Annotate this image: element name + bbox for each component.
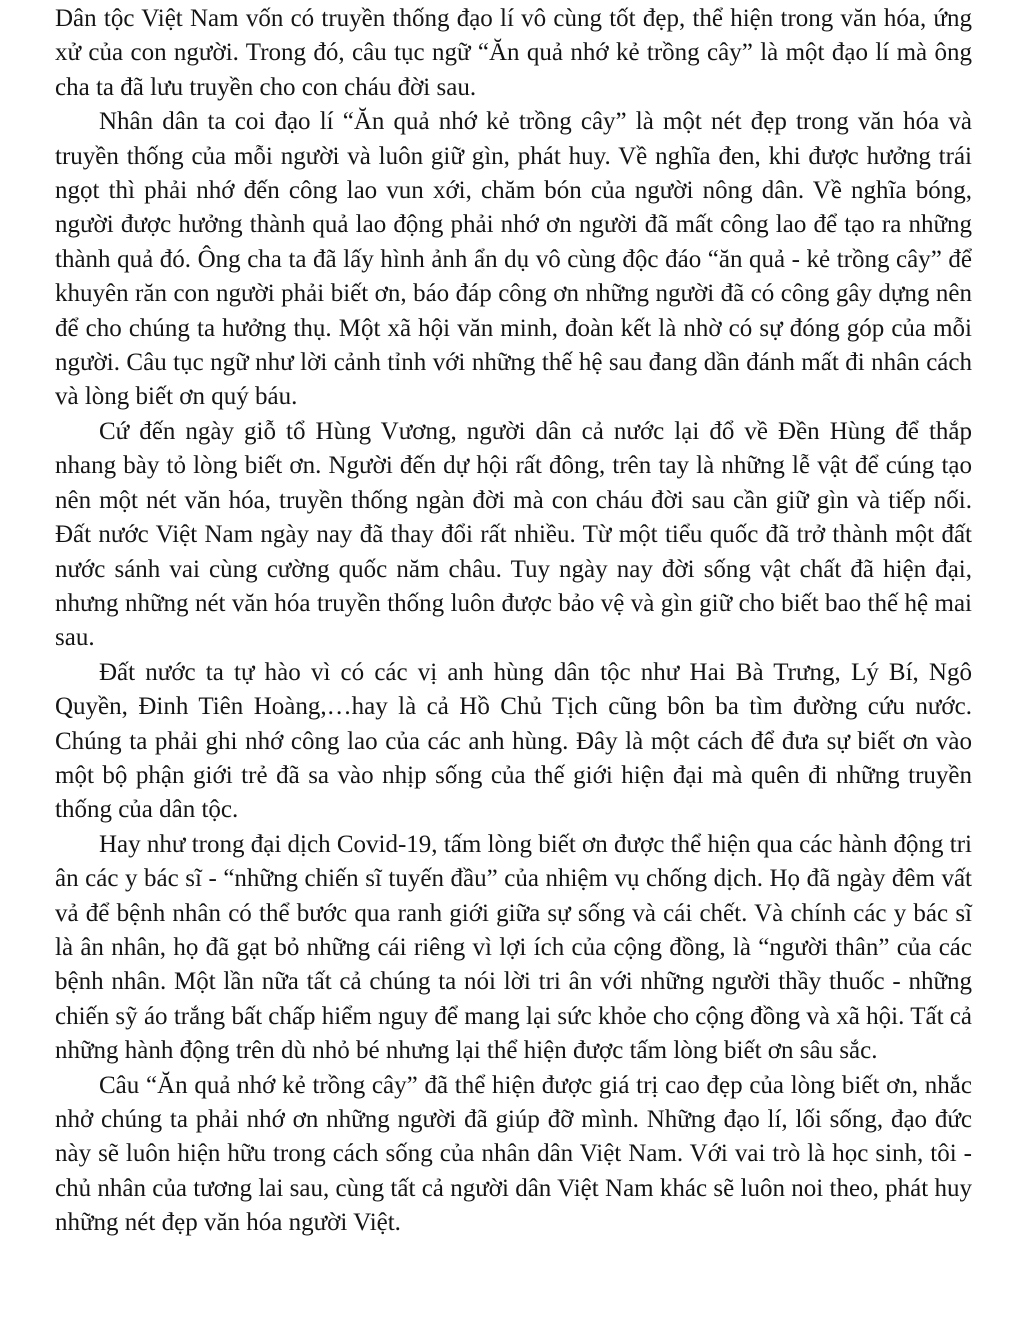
paragraph-covid: Hay như trong đại dịch Covid-19, tấm lòng biết ơn được thể hiện qua các hành động tri ân các y bác sĩ - “những chiến sĩ tuyến đầu” của nhiệm vụ chống dịch. Họ đã ngày đêm vất vả để bệnh nhân có thể bước qua ranh giới giữa sự sống và cái chết. Và chính các y bác sĩ là ân nhân, họ đã gạt bỏ những cái riêng vì lợi ích của cộng đồng, là “người thân” của các bệnh nhân. Một lần nữa tất cả chúng ta nói lời tri ân với những người thầy thuốc - những chiến sỹ áo trắng bất chấp hiểm nguy để mang lại sức khỏe cho cộng đồng và xã hội. Tất cả những hành động trên dù nhỏ bé nhưng lại thể hiện được tấm lòng biết ơn sâu sắc. xyxy=(55,830,972,1065)
paragraph-national-heroes: Đất nước ta tự hào vì có các vị anh hùng dân tộc như Hai Bà Trưng, Lý Bí, Ngô Quyền, Đinh Tiên Hoàng,…hay là cả Hồ Chủ Tịch cũng bôn ba tìm đường cứu nước. Chúng ta phải ghi nhớ công lao của các anh hùng. Đây là một cách để đưa sự biết ơn vào một bộ phận giới trẻ đã sa vào nhịp sống của thế giới hiện đại mà quên đi những truyền thống của dân tộc. xyxy=(55,658,972,824)
paragraph-intro: Dân tộc Việt Nam vốn có truyền thống đạo lí vô cùng tốt đẹp, thể hiện trong văn hóa, ứng xử của con người. Trong đó, câu tục ngữ “Ăn quả nhớ kẻ trồng cây” là một đạo lí mà ông cha ta đã lưu truyền cho con cháu đời sau. xyxy=(55,5,972,101)
paragraph-conclusion: Câu “Ăn quả nhớ kẻ trồng cây” đã thể hiện được giá trị cao đẹp của lòng biết ơn, nhắc nhở chúng ta phải nhớ ơn những người đã giúp đỡ mình. Những đạo lí, lối sống, đạo đức này sẽ luôn hiện hữu trong cách sống của nhân dân Việt Nam. Với vai trò là học sinh, tôi - chủ nhân của tương lai sau, cùng tất cả người dân Việt Nam khác sẽ luôn noi theo, phát huy những nét đẹp văn hóa người Việt. xyxy=(55,1071,972,1237)
paragraph-hung-kings: Cứ đến ngày giỗ tổ Hùng Vương, người dân cả nước lại đổ về Đền Hùng để thắp nhang bày tỏ lòng biết ơn. Người đến dự hội rất đông, trên tay là những lễ vật để cúng tạo nên một nét văn hóa, truyền thống ngàn đời mà con cháu đời sau cần giữ gìn và tiếp nối. Đất nước Việt Nam ngày nay đã thay đổi rất nhiều. Từ một tiểu quốc đã trở thành một đất nước sánh vai cùng cường quốc năm châu. Tuy ngày nay đời sống vật chất đã hiện đại, nhưng những nét văn hóa truyền thống luôn được bảo vệ và gìn giữ cho biết bao thế hệ mai sau. xyxy=(55,417,972,652)
paragraph-meaning: Nhân dân ta coi đạo lí “Ăn quả nhớ kẻ trồng cây” là một nét đẹp trong văn hóa và truyền thống của mỗi người và luôn giữ gìn, phát huy. Về nghĩa đen, khi được hưởng trái ngọt thì phải nhớ đến công lao vun xới, chăm bón của người nông dân. Về nghĩa bóng, người được hưởng thành quả lao động phải nhớ ơn người đã mất công lao để tạo ra những thành quả đó. Ông cha ta đã lấy hình ảnh ẩn dụ vô cùng độc đáo “ăn quả - kẻ trồng cây” để khuyên răn con người phải biết ơn, báo đáp công ơn những người đã có công gây dựng nên để cho chúng ta hưởng thụ. Một xã hội văn minh, đoàn kết là nhờ có sự đóng góp của mỗi người. Câu tục ngữ như lời cảnh tỉnh với những thế hệ sau đang dần đánh mất đi nhân cách và lòng biết ơn quý báu. xyxy=(55,108,972,411)
